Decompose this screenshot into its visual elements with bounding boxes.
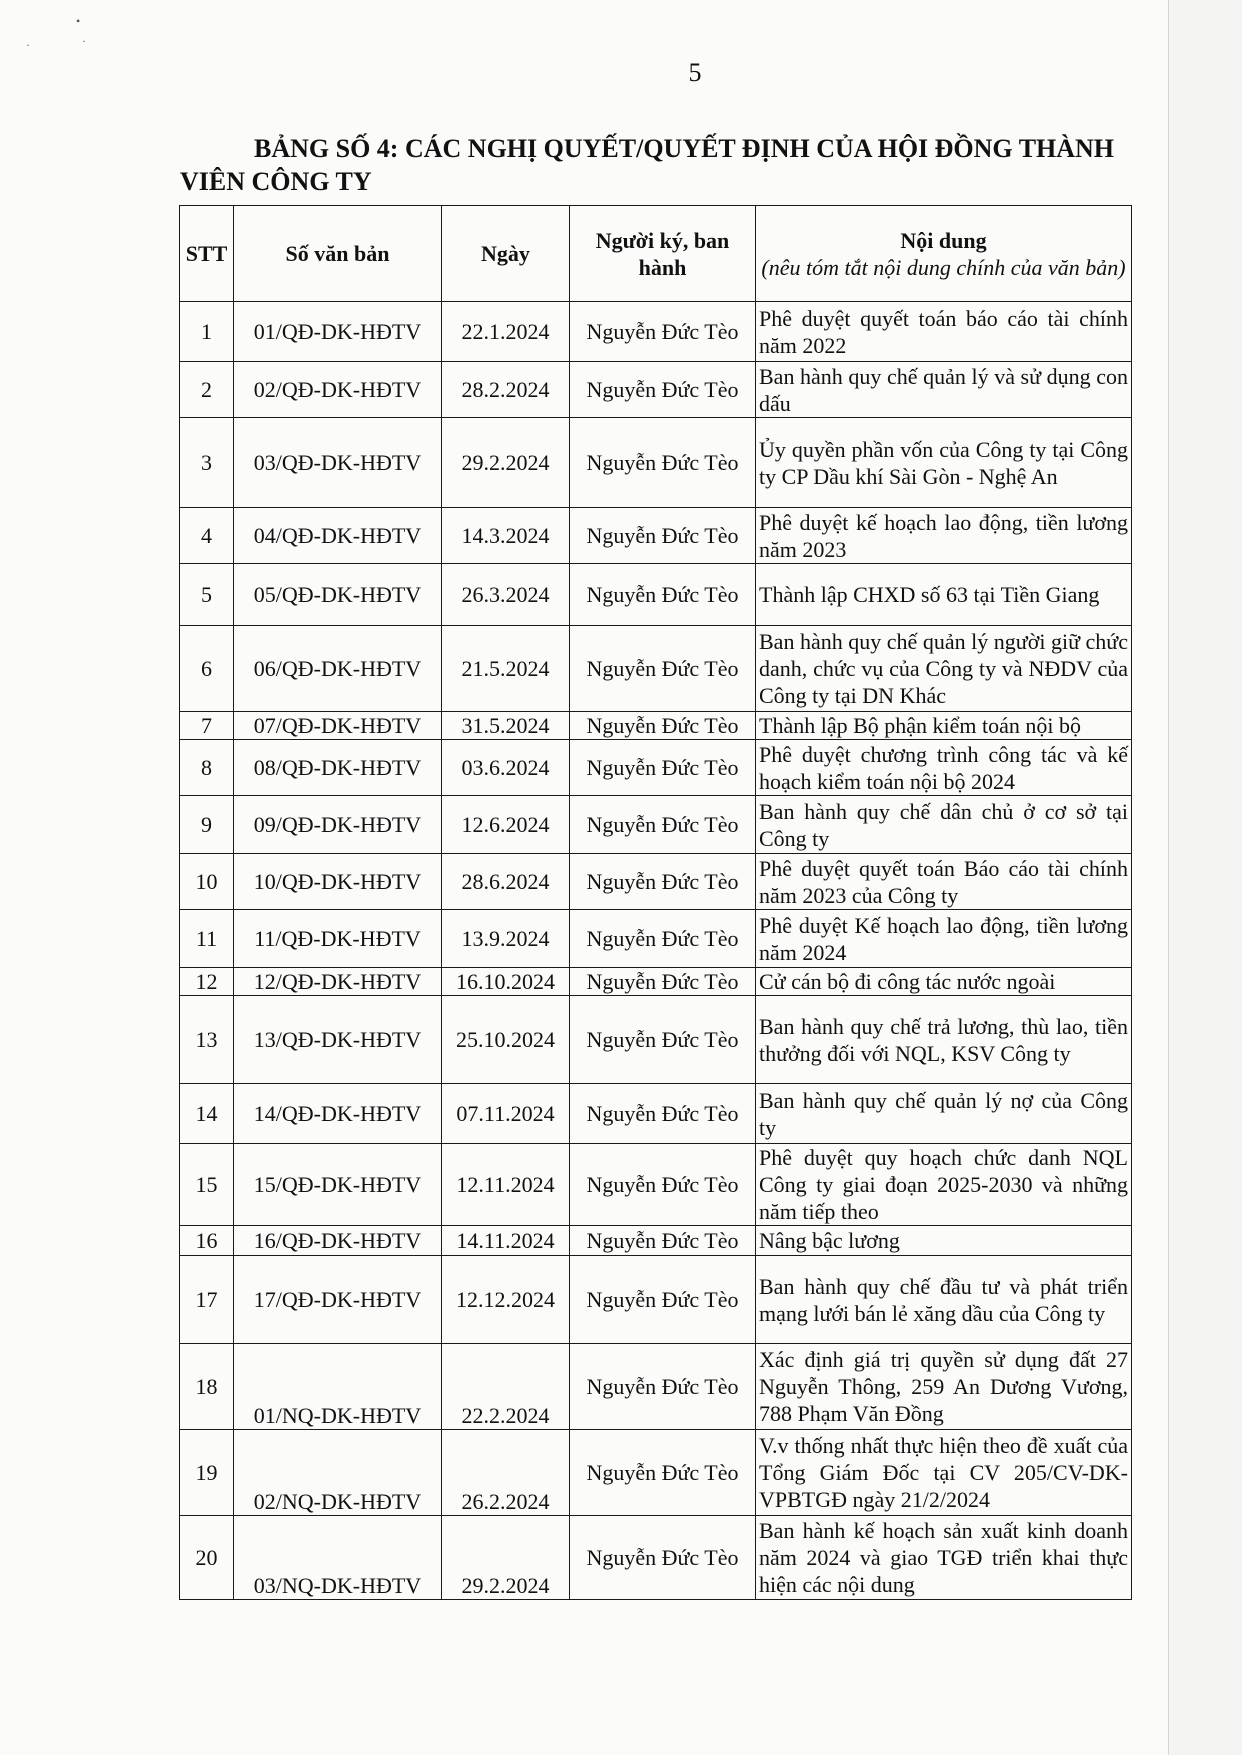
row-stt: 9: [180, 796, 234, 854]
row-content: Cử cán bộ đi công tác nước ngoài: [756, 968, 1132, 996]
row-doc-no: 07/QĐ-DK-HĐTV: [234, 712, 442, 740]
row-signer: Nguyễn Đức Tèo: [570, 1144, 756, 1226]
row-stt: 19: [180, 1430, 234, 1516]
table-row: [180, 910, 1132, 968]
page-number: 5: [688, 58, 702, 87]
row-doc-no: 11/QĐ-DK-HĐTV: [234, 910, 442, 968]
table-row: [180, 796, 1132, 854]
row-doc-no: 12/QĐ-DK-HĐTV: [234, 968, 442, 996]
row-signer: Nguyễn Đức Tèo: [570, 1344, 756, 1430]
row-stt: 6: [180, 626, 234, 712]
row-stt: 3: [180, 418, 234, 508]
row-content: V.v thống nhất thực hiện theo đề xuất của Tổng Giám Đốc tại CV 205/CV-DK-VPBTGĐ ngày 21/2/2024: [756, 1430, 1132, 1516]
table-row: [180, 1344, 1132, 1430]
row-content: Nâng bậc lương: [756, 1226, 1132, 1256]
row-stt: 8: [180, 740, 234, 796]
row-signer: Nguyễn Đức Tèo: [570, 796, 756, 854]
row-content: Xác định giá trị quyền sử dụng đất 27 Nguyễn Thông, 259 An Dương Vương, 788 Phạm Văn Đồng: [756, 1344, 1132, 1430]
row-content: Phê duyệt quyết toán Báo cáo tài chính năm 2023 của Công ty: [756, 854, 1132, 910]
row-content: Thành lập Bộ phận kiểm toán nội bộ: [756, 712, 1132, 740]
row-date: 25.10.2024: [442, 996, 570, 1084]
row-doc-no: 02/NQ-DK-HĐTV: [234, 1430, 442, 1516]
row-signer: Nguyễn Đức Tèo: [570, 712, 756, 740]
header-date: Ngày: [442, 206, 570, 302]
row-doc-no: 14/QĐ-DK-HĐTV: [234, 1084, 442, 1144]
row-stt: 15: [180, 1144, 234, 1226]
row-date: 03.6.2024: [442, 740, 570, 796]
row-stt: 17: [180, 1256, 234, 1344]
row-stt: 18: [180, 1344, 234, 1430]
resolutions-table: [179, 205, 1132, 1600]
row-date: 13.9.2024: [442, 910, 570, 968]
row-stt: 7: [180, 712, 234, 740]
table-row: [180, 854, 1132, 910]
table-row: [180, 1144, 1132, 1226]
scan-mark: ·: [82, 34, 86, 48]
row-date: 22.2.2024: [442, 1344, 570, 1430]
table-row: [180, 740, 1132, 796]
row-date: 26.3.2024: [442, 564, 570, 626]
row-date: 12.11.2024: [442, 1144, 570, 1226]
row-signer: Nguyễn Đức Tèo: [570, 362, 756, 418]
header-content-note: (nêu tóm tắt nội dung chính của văn bản): [761, 254, 1126, 280]
header-signer: Người ký, ban hành: [570, 206, 756, 302]
row-date: 16.10.2024: [442, 968, 570, 996]
row-date: 26.2.2024: [442, 1430, 570, 1516]
row-content: Ủy quyền phần vốn của Công ty tại Công ty CP Dầu khí Sài Gòn - Nghệ An: [756, 418, 1132, 508]
row-signer: Nguyễn Đức Tèo: [570, 854, 756, 910]
row-stt: 4: [180, 508, 234, 564]
row-doc-no: 15/QĐ-DK-HĐTV: [234, 1144, 442, 1226]
row-doc-no: 03/NQ-DK-HĐTV: [234, 1516, 442, 1600]
row-stt: 16: [180, 1226, 234, 1256]
row-content: Ban hành quy chế trả lương, thù lao, tiền thưởng đối với NQL, KSV Công ty: [756, 996, 1132, 1084]
scan-mark: •: [76, 14, 81, 28]
row-content: Phê duyệt quy hoạch chức danh NQL Công ty giai đoạn 2025-2030 và những năm tiếp theo: [756, 1144, 1132, 1226]
row-stt: 1: [180, 302, 234, 362]
row-doc-no: 13/QĐ-DK-HĐTV: [234, 996, 442, 1084]
table-row: [180, 968, 1132, 996]
row-signer: Nguyễn Đức Tèo: [570, 1430, 756, 1516]
row-doc-no: 04/QĐ-DK-HĐTV: [234, 508, 442, 564]
row-content: Phê duyệt quyết toán báo cáo tài chính năm 2022: [756, 302, 1132, 362]
table-row: [180, 564, 1132, 626]
row-stt: 10: [180, 854, 234, 910]
row-signer: Nguyễn Đức Tèo: [570, 910, 756, 968]
row-signer: Nguyễn Đức Tèo: [570, 740, 756, 796]
row-doc-no: 17/QĐ-DK-HĐTV: [234, 1256, 442, 1344]
row-date: 07.11.2024: [442, 1084, 570, 1144]
row-content: Phê duyệt kế hoạch lao động, tiền lương năm 2023: [756, 508, 1132, 564]
row-signer: Nguyễn Đức Tèo: [570, 626, 756, 712]
row-signer: Nguyễn Đức Tèo: [570, 996, 756, 1084]
row-signer: Nguyễn Đức Tèo: [570, 564, 756, 626]
row-date: 29.2.2024: [442, 418, 570, 508]
row-date: 31.5.2024: [442, 712, 570, 740]
table-row: [180, 302, 1132, 362]
table-row: [180, 712, 1132, 740]
header-content: [756, 206, 1132, 302]
table-title-line-1: BẢNG SỐ 4: CÁC NGHỊ QUYẾT/QUYẾT ĐỊNH CỦA HỘI ĐỒNG THÀNH: [254, 134, 1115, 163]
row-doc-no: 02/QĐ-DK-HĐTV: [234, 362, 442, 418]
row-signer: Nguyễn Đức Tèo: [570, 968, 756, 996]
row-doc-no: 03/QĐ-DK-HĐTV: [234, 418, 442, 508]
header-content-title: Nội dung: [900, 227, 987, 253]
row-doc-no: 09/QĐ-DK-HĐTV: [234, 796, 442, 854]
row-stt: 2: [180, 362, 234, 418]
row-stt: 13: [180, 996, 234, 1084]
table-row: [180, 362, 1132, 418]
row-date: 12.6.2024: [442, 796, 570, 854]
row-signer: Nguyễn Đức Tèo: [570, 508, 756, 564]
row-doc-no: 16/QĐ-DK-HĐTV: [234, 1226, 442, 1256]
row-content: Ban hành quy chế quản lý và sử dụng con dấu: [756, 362, 1132, 418]
row-signer: Nguyễn Đức Tèo: [570, 1516, 756, 1600]
row-doc-no: 01/NQ-DK-HĐTV: [234, 1344, 442, 1430]
row-signer: Nguyễn Đức Tèo: [570, 1084, 756, 1144]
row-signer: Nguyễn Đức Tèo: [570, 418, 756, 508]
header-doc-no: Số văn bản: [234, 206, 442, 302]
table-row: [180, 1256, 1132, 1344]
table-title-line-2: VIÊN CÔNG TY: [180, 167, 372, 196]
row-content: Thành lập CHXD số 63 tại Tiền Giang: [756, 564, 1132, 626]
row-doc-no: 08/QĐ-DK-HĐTV: [234, 740, 442, 796]
scan-mark: ·: [26, 38, 30, 52]
table-row: [180, 996, 1132, 1084]
row-date: 28.6.2024: [442, 854, 570, 910]
row-stt: 20: [180, 1516, 234, 1600]
row-doc-no: 10/QĐ-DK-HĐTV: [234, 854, 442, 910]
row-stt: 5: [180, 564, 234, 626]
table-row: [180, 1226, 1132, 1256]
row-doc-no: 01/QĐ-DK-HĐTV: [234, 302, 442, 362]
row-date: 14.11.2024: [442, 1226, 570, 1256]
row-content: Ban hành quy chế quản lý người giữ chức danh, chức vụ của Công ty và NĐDV của Công ty tại DN Khác: [756, 626, 1132, 712]
row-content: Phê duyệt chương trình công tác và kế hoạch kiểm toán nội bộ 2024: [756, 740, 1132, 796]
row-date: 22.1.2024: [442, 302, 570, 362]
row-date: 29.2.2024: [442, 1516, 570, 1600]
table-header-row: [180, 206, 1132, 302]
row-content: Ban hành quy chế quản lý nợ của Công ty: [756, 1084, 1132, 1144]
row-signer: Nguyễn Đức Tèo: [570, 1256, 756, 1344]
row-signer: Nguyễn Đức Tèo: [570, 1226, 756, 1256]
table-title: [180, 132, 1160, 198]
row-doc-no: 05/QĐ-DK-HĐTV: [234, 564, 442, 626]
header-stt: STT: [180, 206, 234, 302]
row-stt: 14: [180, 1084, 234, 1144]
row-date: 21.5.2024: [442, 626, 570, 712]
row-date: 14.3.2024: [442, 508, 570, 564]
table-row: [180, 626, 1132, 712]
row-signer: Nguyễn Đức Tèo: [570, 302, 756, 362]
row-stt: 12: [180, 968, 234, 996]
row-content: Ban hành quy chế đầu tư và phát triển mạng lưới bán lẻ xăng dầu của Công ty: [756, 1256, 1132, 1344]
row-content: Phê duyệt Kế hoạch lao động, tiền lương năm 2024: [756, 910, 1132, 968]
table-row: [180, 1084, 1132, 1144]
row-content: Ban hành kế hoạch sản xuất kinh doanh năm 2024 và giao TGĐ triển khai thực hiện các nội dung: [756, 1516, 1132, 1600]
table-row: [180, 508, 1132, 564]
row-date: 28.2.2024: [442, 362, 570, 418]
table-row: [180, 418, 1132, 508]
row-content: Ban hành quy chế dân chủ ở cơ sở tại Công ty: [756, 796, 1132, 854]
row-date: 12.12.2024: [442, 1256, 570, 1344]
row-stt: 11: [180, 910, 234, 968]
table-row: [180, 1516, 1132, 1600]
table-row: [180, 1430, 1132, 1516]
row-doc-no: 06/QĐ-DK-HĐTV: [234, 626, 442, 712]
